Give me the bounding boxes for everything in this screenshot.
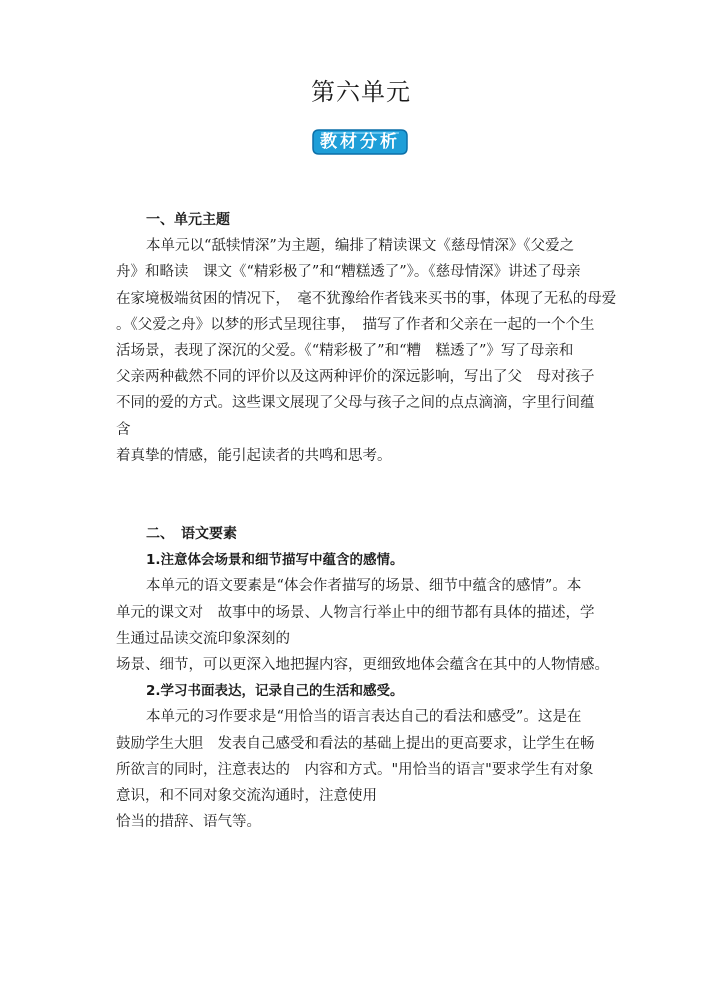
paragraph-line: 舟》和略读 课文《“精彩极了”和“糟糕透了”》。《慈母情深》讲述了母亲 xyxy=(116,264,581,281)
section-spacer xyxy=(116,469,611,521)
section-heading-elements: 二、 语文要素 xyxy=(146,526,237,543)
paragraph-line: 。《父爱之舟》以梦的形式呈现往事， 描写了作者和父亲在一起的一个个生 xyxy=(116,316,595,333)
paragraph-line: 本单元的习作要求是“用恰当的语言表达自己的看法和感受”。这是在 xyxy=(146,709,582,726)
paragraph-line: 父亲两种截然不同的评价以及这两种评价的深远影响，写出了父 母对孩子 xyxy=(116,369,595,386)
paragraph-line: 鼓励学生大胆 发表自己感受和看法的基础上提出的更高要求，让学生在畅 xyxy=(116,735,595,752)
paragraph-line: 在家境极端贫困的情况下， 毫不犹豫给作者钱来买书的事，体现了无私的母爱 xyxy=(116,290,617,307)
paragraph-line: 生通过品读交流印象深刻的 xyxy=(116,630,290,647)
badge-label: 教材分析 xyxy=(320,132,400,152)
paragraph-line: 本单元以“舐犊情深”为主题，编排了精读课文《慈母情深》《父爱之 xyxy=(146,238,575,255)
paragraph-line: 本单元的语文要素是“体会作者描写的场景、细节中蕴含的感情”。本 xyxy=(146,578,582,595)
subheading-scene-detail: 1.注意体会场景和细节描写中蕴含的感情。 xyxy=(146,552,404,569)
section-heading-theme: 一、单元主题 xyxy=(146,212,230,228)
section-badge xyxy=(311,128,409,156)
paragraph-line: 所欲言的同时，注意表达的 内容和方式。"用恰当的语言"要求学生有对象 xyxy=(116,761,594,778)
paragraph-line: 不同的爱的方式。这些课文展现了父母与孩子之间的点点滴滴，字里行间蕴 xyxy=(116,395,595,412)
subheading-written-expression: 2.学习书面表达，记录自己的生活和感受。 xyxy=(146,683,404,700)
page-title: 第六单元 xyxy=(311,78,411,106)
paragraph-line: 场景、细节，可以更深入地把握内容，更细致地体会蕴含在其中的人物情感。 xyxy=(116,657,609,674)
paragraph-line: 单元的课文对 故事中的场景、人物言行举止中的细节都有具体的描述，学 xyxy=(116,604,595,621)
paragraph-line: 活场景，表现了深沉的父爱。《“精彩极了”和“糟 糕透了”》写了母亲和 xyxy=(116,343,574,360)
paragraph-line: 意识，和不同对象交流沟通时，注意使用 xyxy=(116,788,377,805)
paragraph-line: 恰当的措辞、语气等。 xyxy=(116,814,261,831)
paragraph-line: 含 xyxy=(116,421,131,438)
document-body xyxy=(116,207,617,835)
paragraph-line: 着真挚的情感，能引起读者的共鸣和思考。 xyxy=(116,447,392,464)
